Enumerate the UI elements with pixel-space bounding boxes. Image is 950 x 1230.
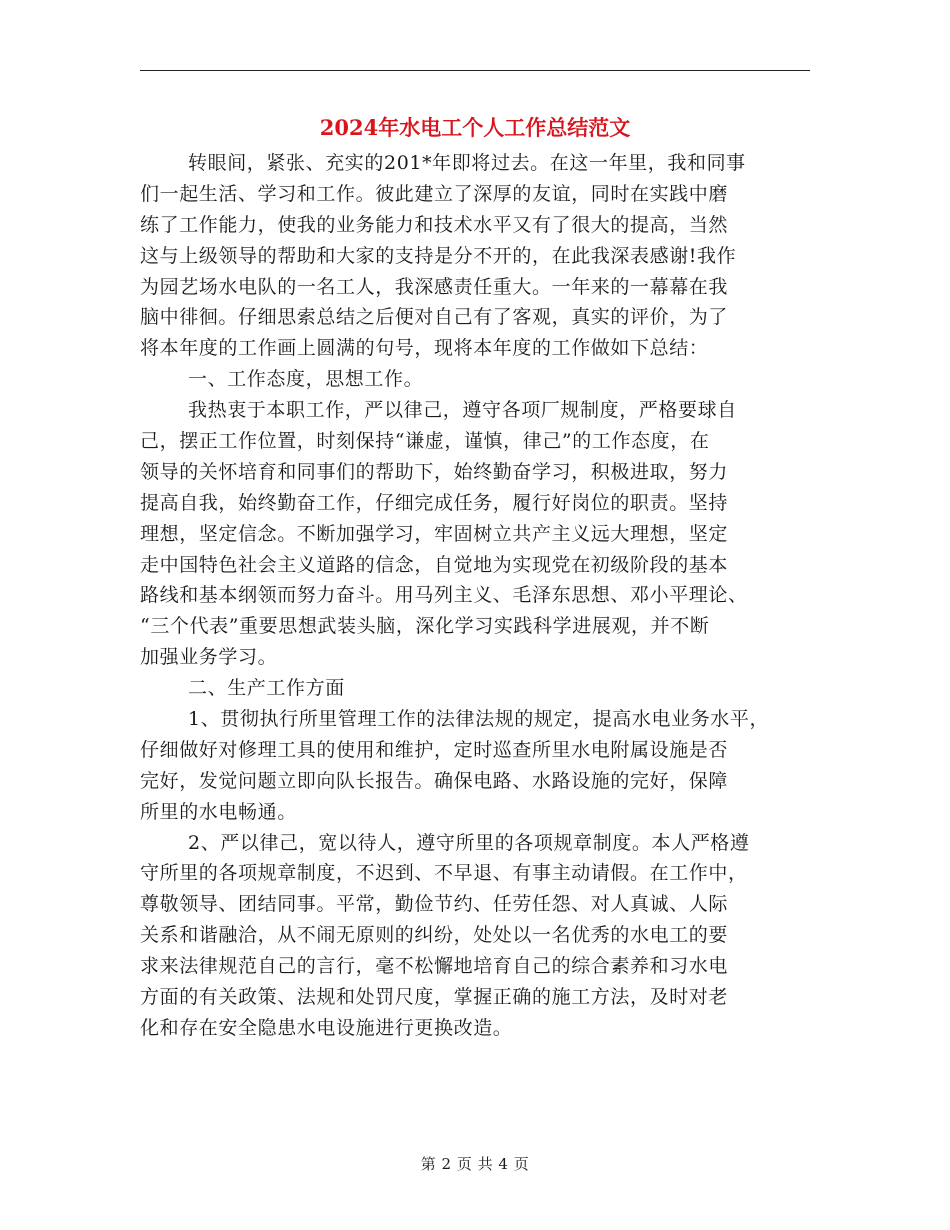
paragraph-line: 所里的水电畅通。 <box>140 800 297 823</box>
paragraph-line: “三个代表”重要思想武装头脑，深化学习实践科学进展观，并不断 <box>140 615 710 638</box>
paragraph-line: 加强业务学习。 <box>140 646 278 669</box>
section-heading: 二、生产工作方面 <box>188 677 345 700</box>
page-footer: 第 2 页 共 4 页 <box>420 1155 530 1173</box>
paragraph-line: 2、严以律己，宽以待人，遵守所里的各项规章制度。本人严格遵 <box>188 831 750 854</box>
paragraph-line: 仔细做好对修理工具的使用和维护，定时巡查所里水电附属设施是否 <box>140 738 729 761</box>
paragraph-line: 尊敬领导、团结同事。平常，勤俭节约、任劳任怨、对人真诚、人际 <box>140 893 729 916</box>
paragraph-line: 转眼间，紧张、充实的201*年即将过去。在这一年里，我和同事 <box>188 152 746 174</box>
paragraph-line: 求来法律规范自己的言行，毫不松懈地培育自己的综合素养和习水电 <box>140 955 729 978</box>
header-rule <box>140 70 810 71</box>
paragraph-line: 关系和谐融洽，从不闹无原则的纠纷，处处以一名优秀的水电工的要 <box>140 924 729 947</box>
document-title: 2024年水电工个人工作总结范文 <box>319 115 631 140</box>
paragraph-line: 方面的有关政策、法规和处罚尺度，掌握正确的施工方法，及时对老 <box>140 986 729 1009</box>
paragraph-line: 完好，发觉问题立即向队长报告。确保电路、水路设施的完好，保障 <box>140 769 729 792</box>
paragraph-line: 为园艺场水电队的一名工人，我深感责任重大。一年来的一幕幕在我 <box>140 275 729 298</box>
paragraph-line: 脑中徘徊。仔细思索总结之后便对自己有了客观，真实的评价，为了 <box>140 306 729 329</box>
document-body <box>140 148 810 1044</box>
paragraph-line: 提高自我，始终勤奋工作，仔细完成任务，履行好岗位的职责。坚持 <box>140 491 729 514</box>
paragraph-line: 路线和基本纲领而努力奋斗。用马列主义、毛泽东思想、邓小平理论、 <box>140 584 748 607</box>
paragraph-line: 己，摆正工作位置，时刻保持“谦虚，谨慎，律己”的工作态度，在 <box>140 430 710 453</box>
paragraph-line: 走中国特色社会主义道路的信念，自觉地为实现党在初级阶段的基本 <box>140 553 729 576</box>
paragraph-line: 1、贯彻执行所里管理工作的法律法规的规定，提高水电业务水平， <box>188 708 770 731</box>
paragraph-line: 化和存在安全隐患水电设施进行更换改造。 <box>140 1016 513 1039</box>
paragraph-line: 我热衷于本职工作，严以律己，遵守各项厂规制度，严格要球自 <box>188 399 737 422</box>
section-heading: 一、工作态度，思想工作。 <box>188 368 424 391</box>
paragraph-line: 守所里的各项规章制度，不迟到、不早退、有事主动请假。在工作中， <box>140 862 748 885</box>
paragraph-line: 们一起生活、学习和工作。彼此建立了深厚的友谊，同时在实践中磨 <box>140 182 729 205</box>
paragraph-line: 这与上级领导的帮助和大家的支持是分不开的，在此我深表感谢!我作 <box>140 244 737 267</box>
paragraph-line: 领导的关怀培育和同事们的帮助下，始终勤奋学习，积极进取，努力 <box>140 460 729 483</box>
paragraph-line: 将本年度的工作画上圆满的句号，现将本年度的工作做如下总结： <box>140 337 709 360</box>
paragraph-line: 理想，坚定信念。不断加强学习，牢固树立共产主义远大理想，坚定 <box>140 522 729 545</box>
paragraph-line: 练了工作能力，使我的业务能力和技术水平又有了很大的提高，当然 <box>140 213 729 236</box>
